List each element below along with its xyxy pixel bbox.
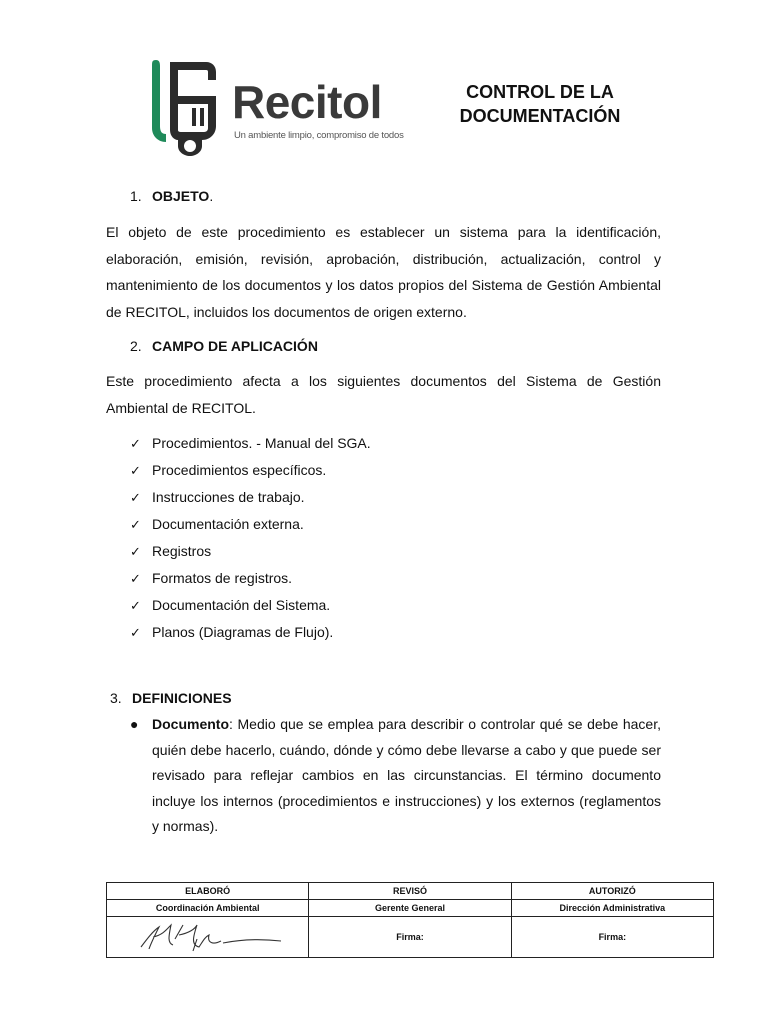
header-reviso: REVISÓ bbox=[309, 883, 511, 900]
checkmark-icon: ✓ bbox=[130, 436, 141, 451]
table-row bbox=[107, 883, 714, 900]
list-item: ✓ Instrucciones de trabajo. bbox=[130, 484, 371, 511]
checkmark-icon: ✓ bbox=[130, 625, 141, 640]
list-item: ✓ Planos (Diagramas de Flujo). bbox=[130, 619, 371, 646]
section-number: 3. bbox=[110, 690, 122, 706]
section-number: 1. bbox=[130, 188, 142, 204]
signature-table bbox=[106, 882, 714, 958]
definition-item bbox=[130, 712, 661, 840]
header-autorizo: AUTORIZÓ bbox=[511, 883, 713, 900]
handwritten-signature bbox=[133, 917, 283, 955]
checkmark-icon: ✓ bbox=[130, 544, 141, 559]
definition-term: Documento bbox=[152, 716, 229, 732]
checkmark-icon: ✓ bbox=[130, 517, 141, 532]
section-heading-definiciones bbox=[110, 690, 232, 706]
list-item: ✓ Documentación externa. bbox=[130, 511, 371, 538]
definition-text: : Medio que se emplea para describir o controlar qué se debe hacer, quién debe hacerlo, cuándo, dónde y cómo debe llevarse a cabo y que puede ser revisado para reflejar cambios en las circunstancias. El término documento incluye los internos (procedimientos e instrucciones) y los externos (reglamentos y normas). bbox=[152, 716, 661, 834]
document-type-list bbox=[130, 430, 371, 646]
list-item: ✓ Registros bbox=[130, 538, 371, 565]
section-number: 2. bbox=[130, 338, 142, 354]
document-title-line1: CONTROL DE LA bbox=[466, 82, 614, 102]
list-item: ✓ Documentación del Sistema. bbox=[130, 592, 371, 619]
section-title: CAMPO DE APLICACIÓN bbox=[152, 338, 318, 354]
section-title-suffix: . bbox=[209, 188, 214, 204]
checkmark-icon: ✓ bbox=[130, 571, 141, 586]
brand-name: Recitol bbox=[232, 76, 382, 128]
section-heading-campo bbox=[130, 338, 318, 354]
logo-green-bar bbox=[152, 60, 166, 142]
header-elaboro: ELABORÓ bbox=[107, 883, 309, 900]
table-row bbox=[107, 900, 714, 917]
campo-paragraph: Este procedimiento afecta a los siguientes documentos del Sistema de Gestión Ambiental de RECITOL. bbox=[106, 373, 661, 416]
logo-slot-2 bbox=[200, 108, 204, 126]
firma-autorizo: Firma: bbox=[511, 917, 713, 958]
role-reviso: Gerente General bbox=[309, 900, 511, 917]
document-title bbox=[430, 80, 650, 128]
checkmark-icon: ✓ bbox=[130, 463, 141, 478]
table-row bbox=[107, 917, 714, 958]
list-item: ✓ Formatos de registros. bbox=[130, 565, 371, 592]
checkmark-icon: ✓ bbox=[130, 490, 141, 505]
objeto-paragraph: El objeto de este procedimiento es establecer un sistema para la identificación, elaboración, emisión, revisión, aprobación, distribución, actualización, control y mantenimiento de los documentos y los datos propios del Sistema de Gestión Ambiental de RECITOL, incluidos los documentos de origen externo. bbox=[106, 224, 661, 320]
checkmark-icon: ✓ bbox=[130, 598, 141, 613]
bullet-icon: ● bbox=[130, 716, 139, 732]
firma-reviso: Firma: bbox=[309, 917, 511, 958]
document-title-line2: DOCUMENTACIÓN bbox=[459, 106, 621, 126]
brand-tagline: Un ambiente limpio, compromiso de todos bbox=[234, 130, 404, 141]
logo-slot-1 bbox=[192, 108, 196, 126]
logo-wheel bbox=[184, 140, 196, 152]
list-item: ✓ Procedimientos específicos. bbox=[130, 457, 371, 484]
list-item: ✓ Procedimientos. - Manual del SGA. bbox=[130, 430, 371, 457]
role-elaboro: Coordinación Ambiental bbox=[107, 900, 309, 917]
role-autorizo: Dirección Administrativa bbox=[511, 900, 713, 917]
section-heading-objeto bbox=[130, 188, 213, 204]
section-title: DEFINICIONES bbox=[132, 690, 232, 706]
section-title: OBJETO bbox=[152, 188, 210, 204]
signature-cell bbox=[107, 917, 309, 958]
